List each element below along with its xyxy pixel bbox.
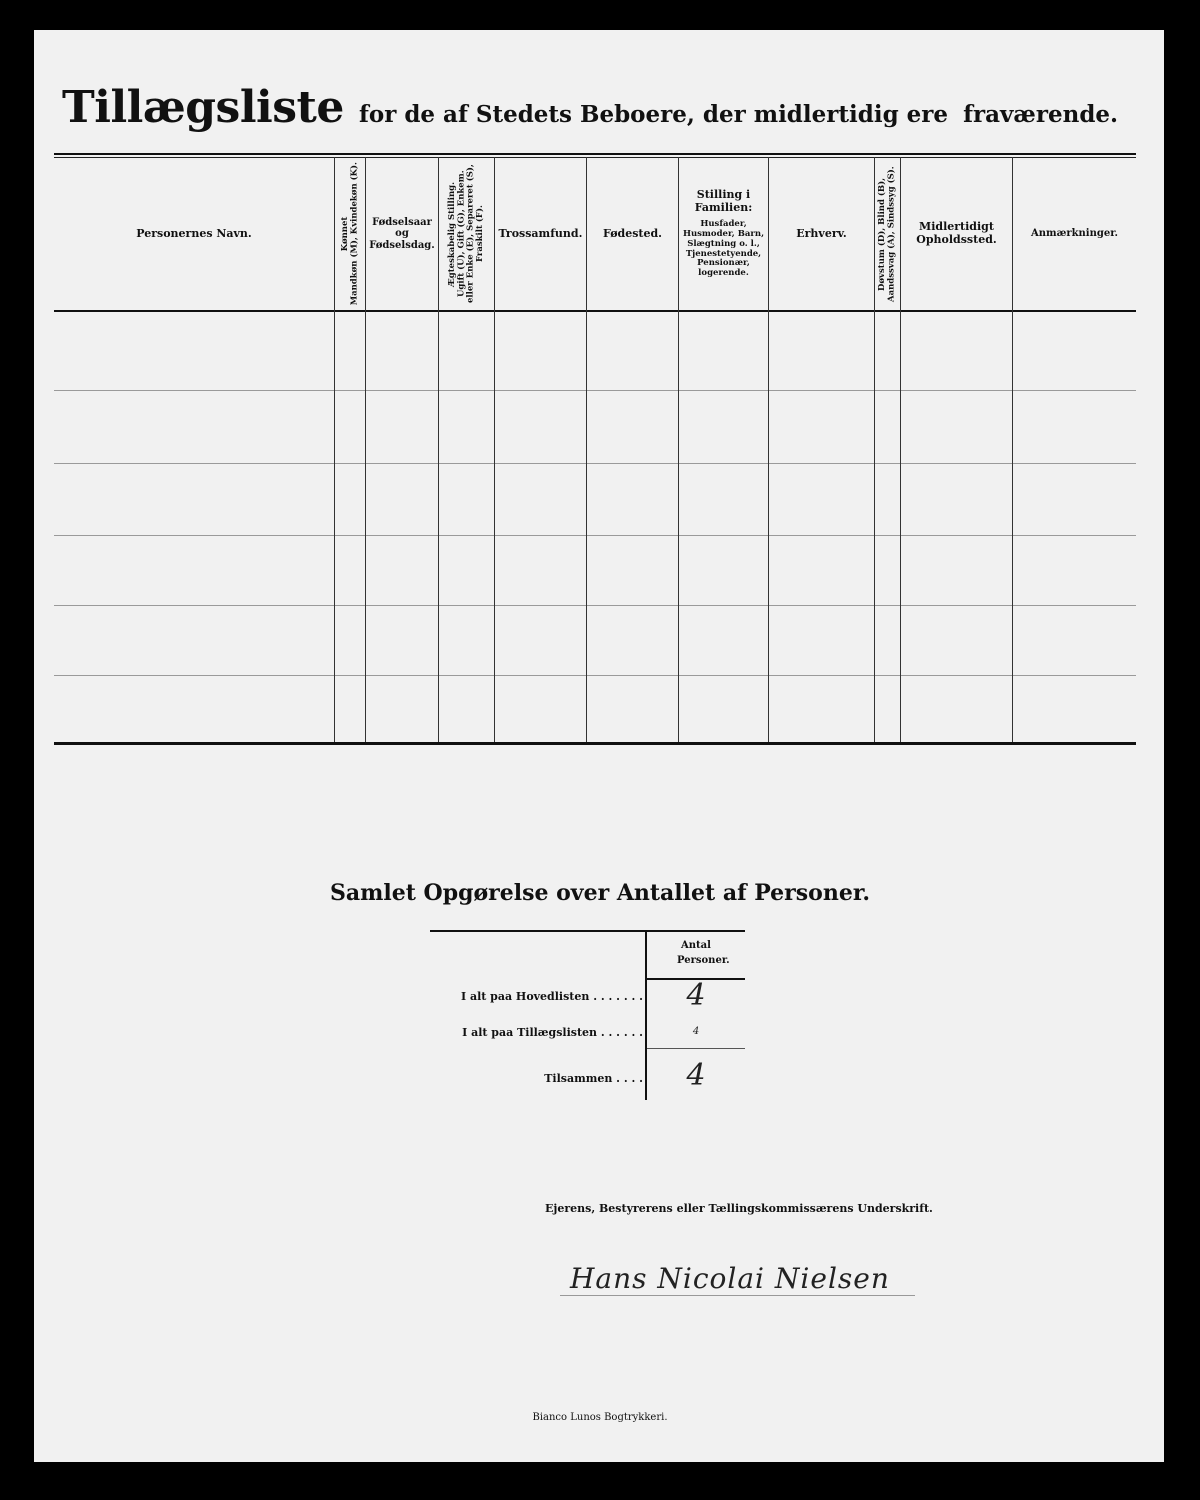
header-disability-label: Døvstum (D), Blind (B), Aandssvag (A), Sindssyg (S). bbox=[877, 166, 897, 302]
header-remarks-label: Anmærkninger. bbox=[1030, 228, 1119, 240]
summary-value-supplement: 4 bbox=[692, 1026, 700, 1037]
header-temp-residence bbox=[901, 159, 1012, 309]
header-marital bbox=[439, 159, 494, 309]
header-marital-label bbox=[448, 159, 485, 309]
header-birthplace-label: Fødested. bbox=[602, 226, 663, 240]
header-gender-label bbox=[341, 162, 360, 305]
signature-line bbox=[560, 1295, 915, 1296]
form-title-main: Tillægsliste bbox=[62, 82, 344, 133]
summary-value-main: 4 bbox=[686, 978, 706, 1013]
table-row-rule bbox=[54, 390, 1136, 391]
header-remarks bbox=[1013, 159, 1136, 309]
header-family-title: Stilling i Familien: bbox=[694, 188, 753, 214]
header-religion-label: Trossamfund. bbox=[498, 226, 583, 240]
form-title-emphasis: fraværende. bbox=[963, 101, 1119, 128]
header-religion bbox=[495, 159, 586, 309]
absentee-table bbox=[54, 153, 1136, 745]
header-marital-sub: Ugift (U), Gift (G), Enkem. eller Enke (E), Separeret (S), Fraskilt (F). bbox=[456, 164, 485, 304]
table-row-rule bbox=[54, 463, 1136, 464]
table-row-rule bbox=[54, 605, 1136, 606]
table-bottom-rule bbox=[54, 742, 1136, 745]
header-name bbox=[54, 159, 334, 309]
summary-label-supplement: I alt paa Tillægslisten . . . . . . bbox=[462, 1026, 643, 1039]
summary-label-total: Tilsammen . . . . bbox=[544, 1072, 643, 1085]
table-top-rule-thin bbox=[54, 157, 1136, 158]
table-top-rule bbox=[54, 153, 1136, 155]
table-row-rule bbox=[54, 675, 1136, 676]
signature-label: Ejerens, Bestyrerens eller Tællingskommissærens Underskrift. bbox=[545, 1202, 933, 1215]
table-row-rule bbox=[54, 535, 1136, 536]
header-gender-title: Kønnet bbox=[339, 216, 350, 252]
header-disability bbox=[875, 159, 900, 309]
printer-imprint: Bianco Lunos Bogtrykkeri. bbox=[532, 1412, 668, 1423]
form-title-rest: for de af Stedets Beboere, der midlertidig ere bbox=[358, 101, 949, 128]
header-family bbox=[679, 159, 768, 309]
summary-total-rule bbox=[647, 1048, 745, 1049]
form-title bbox=[62, 82, 1122, 133]
header-marital-title: Ægteskabelig Stilling. bbox=[446, 181, 457, 287]
summary-title: Samlet Opgørelse over Antallet af Personer. bbox=[329, 880, 871, 906]
header-gender bbox=[335, 159, 365, 309]
header-occupation bbox=[769, 159, 874, 309]
header-birth-label: Fødselsaar og Fødselsdag. bbox=[369, 216, 435, 251]
header-birth bbox=[366, 159, 438, 309]
summary-table bbox=[430, 930, 745, 1102]
summary-value-total: 4 bbox=[686, 1058, 706, 1093]
header-occupation-label: Erhverv. bbox=[796, 226, 847, 240]
header-name-label: Personernes Navn. bbox=[136, 226, 252, 240]
header-birthplace bbox=[587, 159, 678, 309]
summary-label-main: I alt paa Hovedlisten . . . . . . . bbox=[460, 990, 643, 1003]
summary-top-rule bbox=[430, 930, 745, 932]
summary-col-head: Antal Personer. bbox=[677, 940, 730, 966]
table-header-rule bbox=[54, 310, 1136, 312]
header-temp-residence-label: Midlertidigt Opholdssted. bbox=[916, 220, 997, 246]
header-gender-sub: Mandkøn (M), Kvindekøn (K). bbox=[349, 162, 359, 306]
header-family-sub: Husfader, Husmoder, Barn, Slægtning o. l., Tjenestetyende, Pensionær, logerende. bbox=[682, 219, 765, 279]
signature-handwritten: Hans Nicolai Nielsen bbox=[570, 1262, 890, 1295]
